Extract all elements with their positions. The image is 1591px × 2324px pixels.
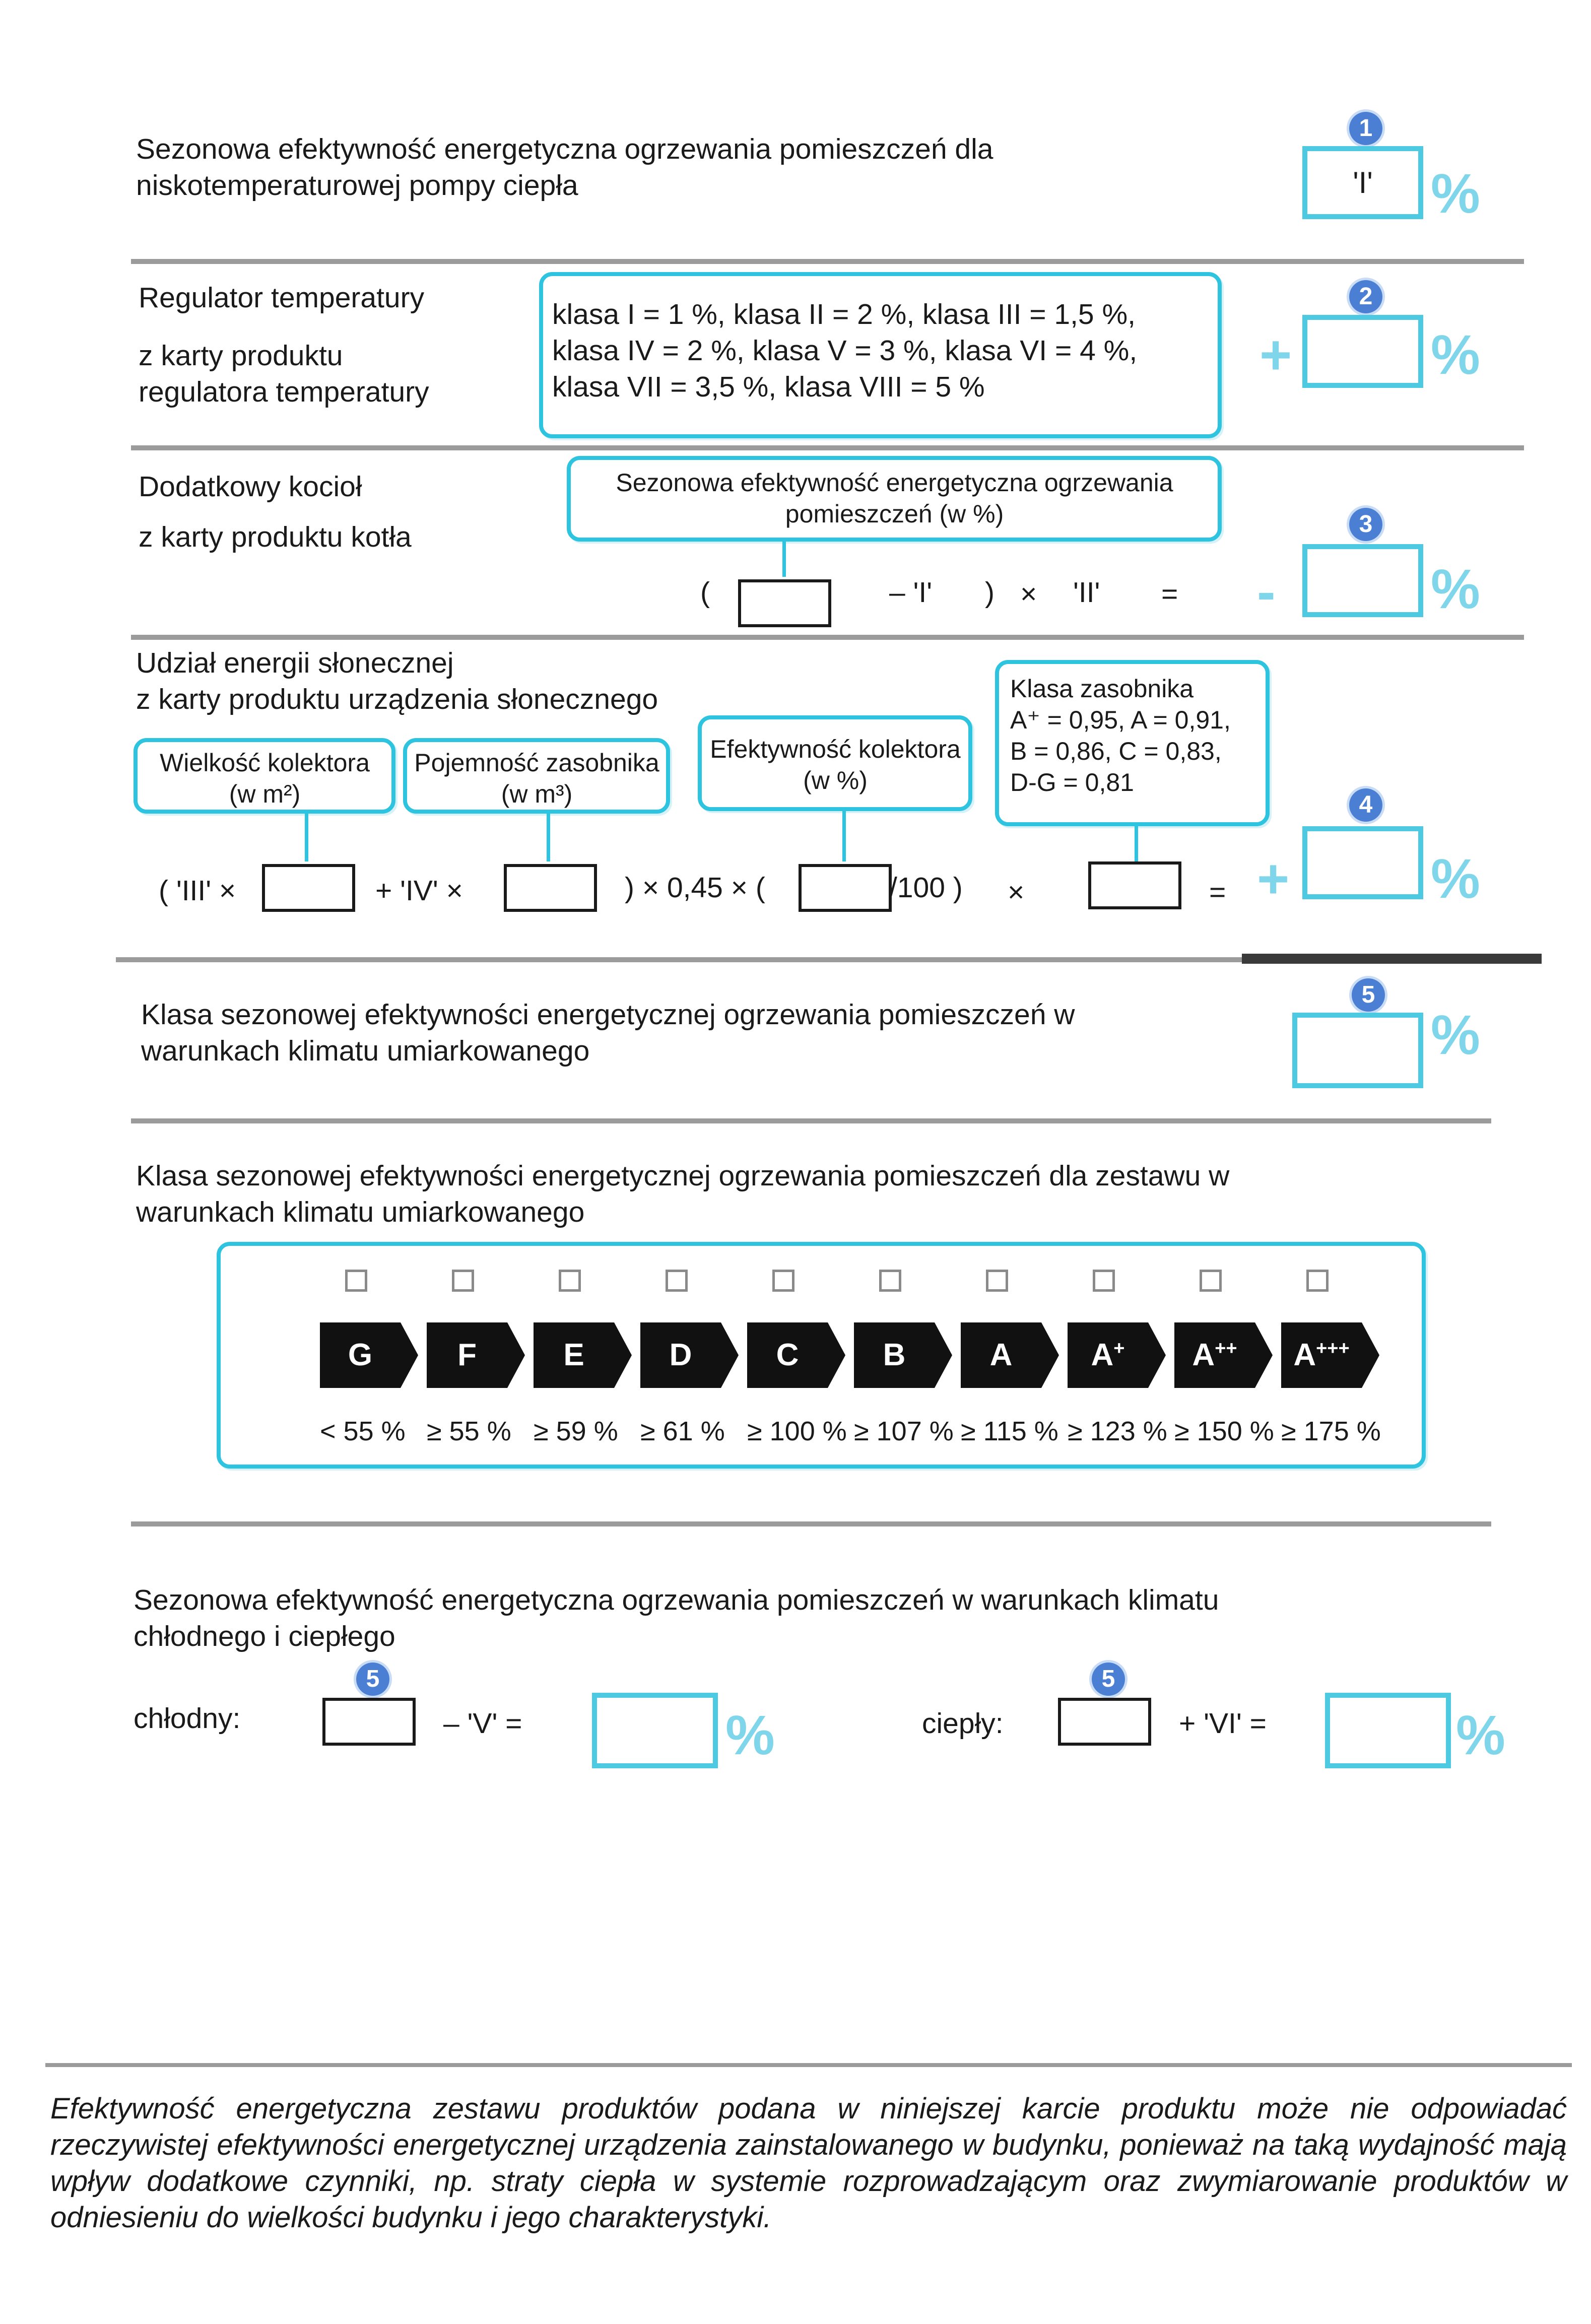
percent-sign-3: % bbox=[1431, 558, 1480, 620]
tank-class-box bbox=[995, 660, 1270, 826]
formula4-mid: ) × 0,45 × ( bbox=[625, 872, 765, 904]
footer-disclaimer: Efektywność energetyczna zestawu produktów podana w niniejszej karcie produktu może nie odpowiadać rzeczywistej efektywności energetycznej urządzenia zainstalowanego w budynku, ponieważ na taką wydajność mają wpływ dodatkowe czynniki, np. straty ciepła w systemie rozprowadzającym oraz zwymiarowanie produktów w odniesieniu do wielkości budynku i jego charakterystyki. bbox=[50, 2092, 1567, 2234]
tank-class-input[interactable] bbox=[1088, 861, 1181, 909]
badge-5-cold-icon: 5 bbox=[356, 1663, 389, 1696]
class-arrow bbox=[640, 1322, 739, 1388]
result-box-3[interactable] bbox=[1302, 544, 1423, 617]
percent-sign-2: % bbox=[1431, 324, 1480, 386]
section4-title: Udział energii słonecznej z karty produktu urządzenia słonecznego bbox=[136, 647, 658, 715]
plus-sign-2: + bbox=[1259, 324, 1292, 386]
class-label: G bbox=[348, 1338, 373, 1372]
cold-label: chłodny: bbox=[134, 1702, 241, 1735]
class-checkbox[interactable] bbox=[1200, 1270, 1222, 1292]
class-range: ≥ 59 % bbox=[534, 1416, 618, 1446]
class-checkbox[interactable] bbox=[452, 1270, 474, 1292]
minus-sign-3: - bbox=[1257, 561, 1276, 623]
class-range: ≥ 150 % bbox=[1174, 1416, 1274, 1446]
section6-title: Klasa sezonowej efektywności energetycznej ogrzewania pomieszczeń dla zestawu w warunkach klimatu umiarkowanego bbox=[136, 1160, 1230, 1228]
tank-volume-box bbox=[403, 738, 670, 814]
warm-label: ciepły: bbox=[922, 1707, 1004, 1740]
class-arrow bbox=[534, 1322, 632, 1388]
class-checkbox[interactable] bbox=[1306, 1270, 1329, 1292]
class-arrow bbox=[854, 1322, 952, 1388]
cold-result-box[interactable] bbox=[592, 1693, 718, 1768]
class-checkbox[interactable] bbox=[1093, 1270, 1115, 1292]
class-checkbox[interactable] bbox=[666, 1270, 688, 1292]
tank-class-label: Klasa zasobnika A⁺ = 0,95, A = 0,91, B = 0,86, C = 0,83, D-G = 0,81 bbox=[1010, 675, 1231, 796]
formula4-times: × bbox=[1008, 876, 1025, 908]
section5-title: Klasa sezonowej efektywności energetycznej ogrzewania pomieszczeń w warunkach klimatu umiarkowanego bbox=[141, 999, 1075, 1067]
formula4-div: /100 ) bbox=[889, 872, 963, 904]
class-range: ≥ 61 % bbox=[640, 1416, 725, 1446]
regulator-classes-box bbox=[539, 272, 1222, 438]
formula4-start: ( 'III' × bbox=[159, 875, 236, 907]
class-range: ≥ 115 % bbox=[961, 1416, 1058, 1446]
divider-5 bbox=[131, 1118, 1491, 1123]
class-range: ≥ 100 % bbox=[747, 1416, 847, 1446]
connector-4a bbox=[305, 814, 308, 861]
formula3-equals: = bbox=[1161, 578, 1178, 610]
warm-percent-sign: % bbox=[1456, 1704, 1505, 1766]
result-box-1[interactable] bbox=[1302, 146, 1423, 219]
cold-percent-sign: % bbox=[725, 1704, 775, 1766]
divider-6 bbox=[131, 1521, 1491, 1526]
boiler-efficiency-input[interactable] bbox=[738, 579, 831, 627]
section3-label-title: Dodatkowy kocioł bbox=[139, 471, 362, 503]
collector-efficiency-box bbox=[698, 715, 972, 811]
divider-4-heavy bbox=[1242, 954, 1542, 964]
result-box-1-value: 'I' bbox=[1353, 166, 1373, 200]
footer-divider bbox=[45, 2063, 1572, 2067]
connector-4d bbox=[1135, 826, 1138, 861]
formula3-open: ( bbox=[700, 576, 710, 609]
section3-label-sub: z karty produktu kotła bbox=[139, 521, 412, 553]
formula3-minus-i: – 'I' bbox=[889, 576, 933, 609]
section7-title: Sezonowa efektywność energetyczna ogrzewania pomieszczeń w warunkach klimatu chłodnego i ciepłego bbox=[134, 1584, 1219, 1652]
percent-sign-5: % bbox=[1431, 1004, 1480, 1066]
class-range: < 55 % bbox=[320, 1416, 406, 1446]
section2-label-title: Regulator temperatury bbox=[139, 282, 425, 314]
class-arrow bbox=[427, 1322, 525, 1388]
class-checkbox[interactable] bbox=[879, 1270, 901, 1292]
connector-3 bbox=[782, 542, 786, 577]
class-arrow bbox=[961, 1322, 1059, 1388]
plus-sign-4: + bbox=[1257, 848, 1290, 910]
divider-2 bbox=[131, 445, 1524, 450]
class-label: E bbox=[563, 1338, 584, 1372]
collector-size-input[interactable] bbox=[262, 864, 355, 912]
badge-2-icon: 2 bbox=[1349, 280, 1382, 313]
seasonal-efficiency-box bbox=[567, 456, 1222, 542]
result-box-4[interactable] bbox=[1302, 826, 1423, 899]
collector-efficiency-label: Efektywność kolektora (w %) bbox=[710, 735, 961, 794]
divider-1 bbox=[131, 259, 1524, 264]
cold-base-input[interactable] bbox=[322, 1698, 416, 1746]
seasonal-efficiency-box-title: Sezonowa efektywność energetyczna ogrzewania pomieszczeń (w %) bbox=[616, 469, 1173, 528]
formula4-equals: = bbox=[1209, 876, 1226, 908]
class-checkbox[interactable] bbox=[345, 1270, 367, 1292]
badge-5-warm-icon: 5 bbox=[1092, 1663, 1125, 1696]
class-arrow bbox=[1281, 1322, 1379, 1388]
class-checkbox[interactable] bbox=[559, 1270, 581, 1292]
class-label: B bbox=[883, 1338, 906, 1372]
warm-formula: + 'VI' = bbox=[1179, 1707, 1267, 1740]
badge-4-icon: 4 bbox=[1349, 788, 1382, 822]
percent-sign-4: % bbox=[1431, 848, 1480, 910]
class-arrow bbox=[1174, 1322, 1273, 1388]
connector-4c bbox=[842, 811, 846, 861]
class-label: A++ bbox=[1192, 1338, 1237, 1372]
collector-size-box bbox=[134, 738, 395, 814]
formula3-ii: 'II' bbox=[1073, 576, 1100, 609]
badge-3-icon: 3 bbox=[1349, 508, 1382, 541]
badge-1-icon: 1 bbox=[1349, 112, 1382, 145]
class-range: ≥ 107 % bbox=[854, 1416, 954, 1446]
class-arrow bbox=[1068, 1322, 1166, 1388]
class-label: A+ bbox=[1091, 1338, 1125, 1372]
formula4-plus-iv: + 'IV' × bbox=[375, 875, 463, 907]
result-box-2[interactable] bbox=[1302, 315, 1423, 388]
tank-volume-input[interactable] bbox=[504, 864, 597, 912]
cold-formula: – 'V' = bbox=[443, 1707, 522, 1740]
collector-efficiency-input[interactable] bbox=[799, 864, 892, 912]
section2-label-sub: z karty produktu regulatora temperatury bbox=[139, 340, 429, 408]
connector-4b bbox=[547, 814, 550, 861]
formula3-times: × bbox=[1020, 578, 1037, 610]
class-range: ≥ 123 % bbox=[1068, 1416, 1167, 1446]
formula3-close: ) bbox=[985, 576, 995, 609]
warm-base-input[interactable] bbox=[1058, 1698, 1151, 1746]
divider-3 bbox=[131, 635, 1524, 640]
percent-sign-1: % bbox=[1431, 163, 1480, 225]
result-box-5[interactable] bbox=[1292, 1013, 1423, 1088]
class-range: ≥ 55 % bbox=[427, 1416, 511, 1446]
class-arrow bbox=[320, 1322, 418, 1388]
class-label: C bbox=[776, 1338, 799, 1372]
warm-result-box[interactable] bbox=[1325, 1693, 1451, 1768]
class-label: D bbox=[669, 1338, 692, 1372]
divider-4 bbox=[116, 957, 1249, 962]
class-checkbox[interactable] bbox=[772, 1270, 794, 1292]
class-label: A bbox=[989, 1338, 1013, 1372]
collector-size-label: Wielkość kolektora (w m²) bbox=[160, 749, 370, 808]
class-range: ≥ 175 % bbox=[1281, 1416, 1381, 1446]
regulator-classes-text: klasa I = 1 %, klasa II = 2 %, klasa III = 1,5 %, klasa IV = 2 %, klasa V = 3 %, klasa VI = 4 %, klasa VII = 3,5 %, klasa VIII = 5 % bbox=[552, 298, 1138, 403]
class-label: A+++ bbox=[1293, 1338, 1350, 1372]
tank-volume-label: Pojemność zasobnika (w m³) bbox=[414, 749, 659, 808]
class-label: F bbox=[457, 1338, 477, 1372]
class-checkbox[interactable] bbox=[986, 1270, 1008, 1292]
class-arrow bbox=[747, 1322, 845, 1388]
section1-title: Sezonowa efektywność energetyczna ogrzewania pomieszczeń dla niskotemperaturowej pompy ciepła bbox=[136, 133, 993, 202]
badge-5-icon: 5 bbox=[1352, 978, 1385, 1012]
